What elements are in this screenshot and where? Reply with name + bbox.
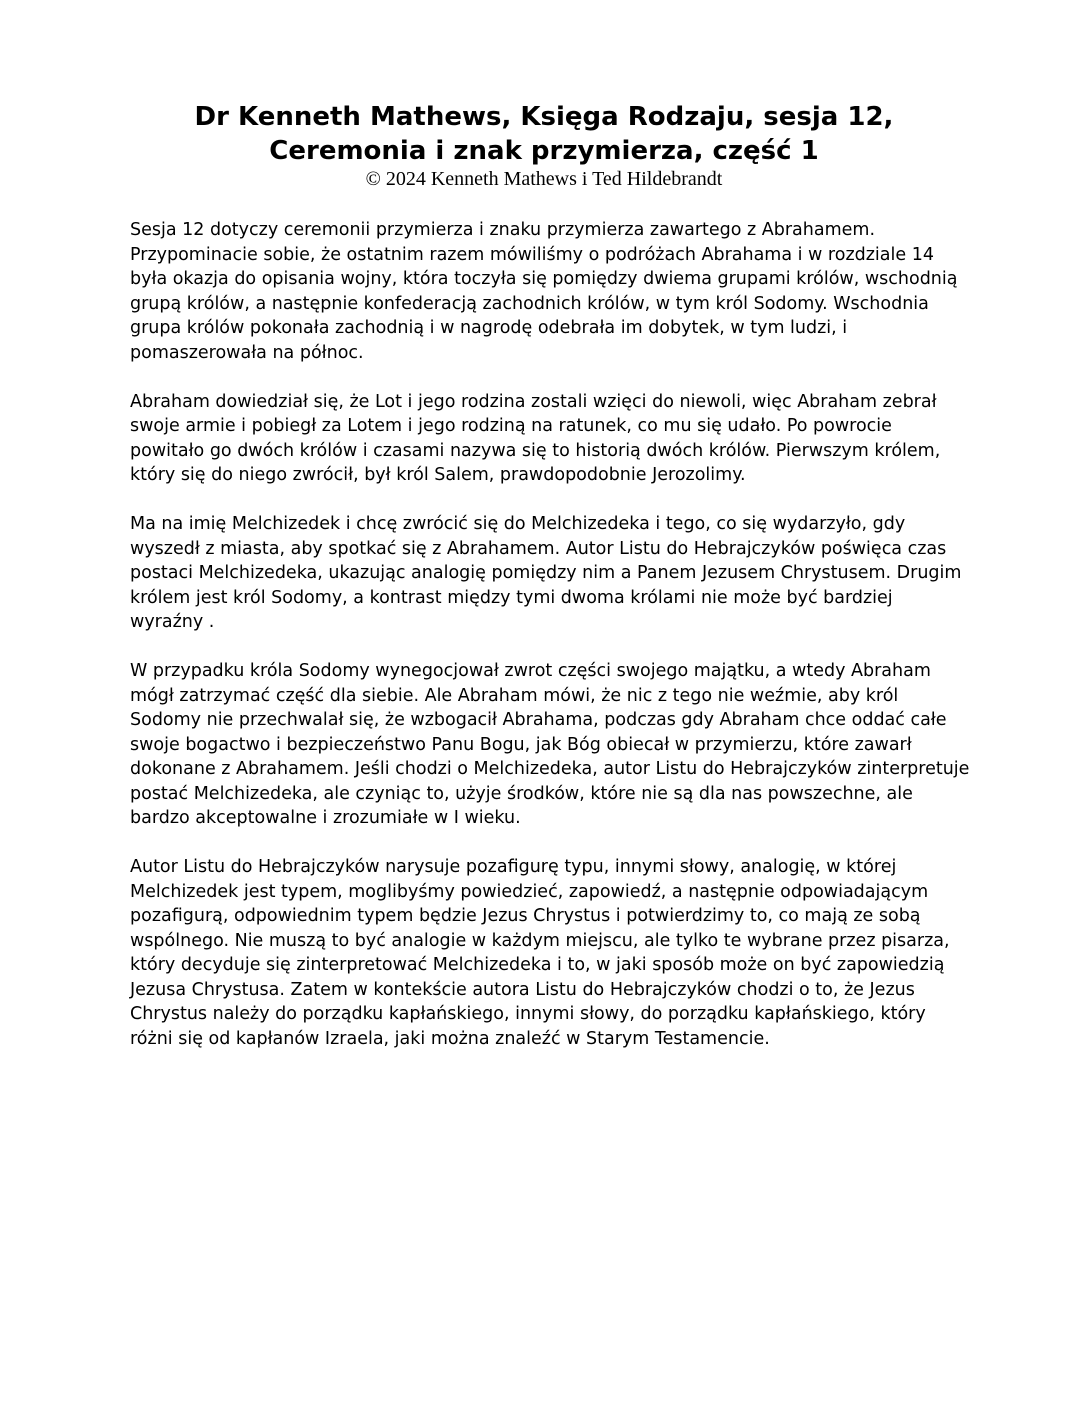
title-block <box>0 100 1088 190</box>
document-title-line-1: Dr Kenneth Mathews, Księga Rodzaju, sesja 12, <box>194 102 894 132</box>
document-body <box>130 218 970 1076</box>
paragraph: Autor Listu do Hebrajczyków narysuje pozafigurę typu, innymi słowy, analogię, w której Melchizedek jest typem, moglibyśmy powiedzieć, zapowiedź, a następnie odpowiadającym pozafigurą, odpowiednim typem będzie Jezus Chrystus i potwierdzimy to, co mają ze sobą wspólnego. Nie muszą to być analogie w każdym miejscu, ale tylko te wybrane przez pisarza, który decyduje się zinterpretować Melchizedeka i to, w jaki sposób może on być zapowiedzią Jezusa Chrystusa. Zatem w kontekście autora Listu do Hebrajczyków chodzi o to, że Jezus Chrystus należy do porządku kapłańskiego, innymi słowy, do porządku kapłańskiego, który różni się od kapłanów Izraela, jaki można znaleźć w Starym Testamencie. <box>130 857 950 1049</box>
paragraph: Sesja 12 dotyczy ceremonii przymierza i znaku przymierza zawartego z Abrahamem. Przypominacie sobie, że ostatnim razem mówiliśmy o podróżach Abrahama i w rozdziale 14 była okazja do opisania wojny, która toczyła się pomiędzy dwiema grupami królów, wschodnią grupą królów, a następnie konfederacją zachodnich królów, w tym król Sodomy. Wschodnia grupa królów pokonała zachodnią i w nagrodę odebrała im dobytek, w tym ludzi, i pomaszerowała na północ. <box>130 220 958 363</box>
paragraph: Abraham dowiedział się, że Lot i jego rodzina zostali wzięci do niewoli, więc Abraham zebrał swoje armie i pobiegł za Lotem i jego rodziną na ratunek, co mu się udało. Po powrocie powitało go dwóch królów i czasami nazywa się to historią dwóch królów. Pierwszym królem, który się do niego zwrócił, był król Salem, prawdopodobnie Jerozolimy. <box>130 391 941 485</box>
paragraph: Ma na imię Melchizedek i chcę zwrócić się do Melchizedeka i tego, co się wydarzyło, gdy wyszedł z miasta, aby spotkać się z Abrahamem. Autor Listu do Hebrajczyków poświęca czas postaci Melchizedeka, ukazując analogię pomiędzy nim a Panem Jezusem Chrystusem. Drugim królem jest król Sodomy, a kontrast między tymi dwoma królami nie może być bardziej wyraźny . <box>130 514 962 632</box>
paragraph: W przypadku króla Sodomy wynegocjował zwrot części swojego majątku, a wtedy Abraham mógł zatrzymać część dla siebie. Ale Abraham mówi, że nic z tego nie weźmie, aby król Sodomy nie przechwalał się, że wzbogacił Abrahama, podczas gdy Abraham chce oddać całe swoje bogactwo i bezpieczeństwo Panu Bogu, jak Bóg obiecał w przymierzu, które zawarł dokonane z Abrahamem. Jeśli chodzi o Melchizedeka, autor Listu do Hebrajczyków zinterpretuje postać Melchizedeka, ale czyniąc to, użyje środków, które nie są dla nas powszechne, ale bardzo akceptowalne i zrozumiałe w I wieku. <box>130 661 970 828</box>
copyright-notice: © 2024 Kenneth Mathews i Ted Hildebrandt <box>365 168 723 190</box>
document-title-line-2: Ceremonia i znak przymierza, część 1 <box>269 136 819 166</box>
